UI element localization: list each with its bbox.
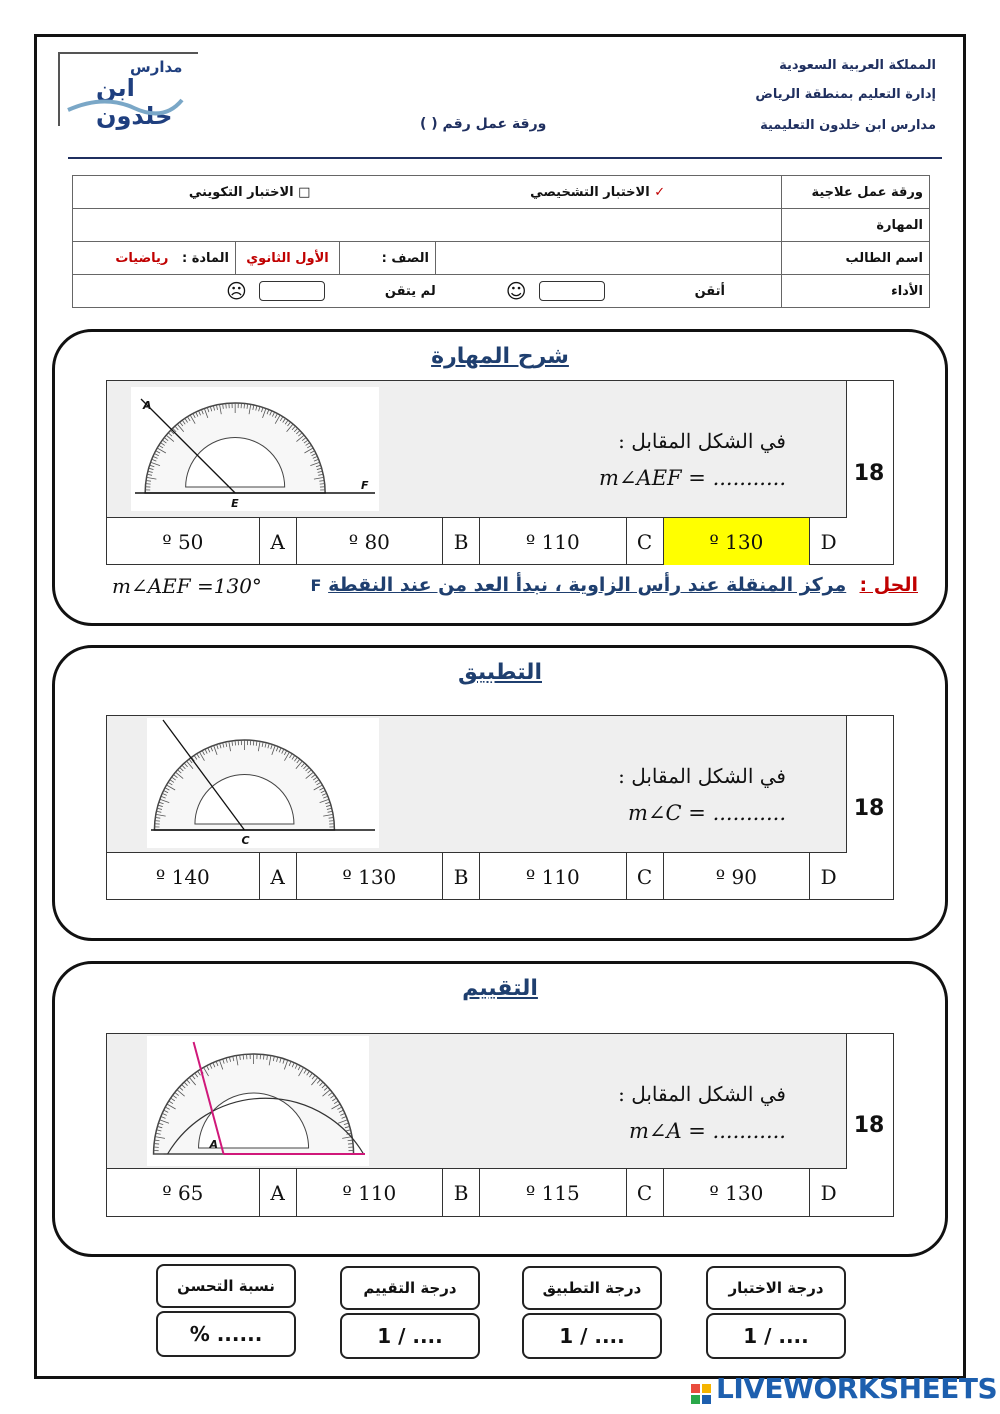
question-body [107, 716, 847, 852]
assessment-score-field[interactable]: 1 / .... [340, 1313, 480, 1359]
skill-label: المهارة [782, 209, 930, 242]
protractor-figure [131, 387, 379, 511]
question-prompt: في الشكل المقابل : [618, 764, 786, 788]
option-letter: C [627, 1169, 664, 1216]
school-logo [58, 52, 198, 130]
question-number: 18 [853, 460, 885, 486]
question-number: 18 [853, 795, 885, 821]
question-prompt: في الشكل المقابل : [618, 1082, 786, 1106]
option-value[interactable]: º 130 [664, 518, 811, 565]
test-score-field[interactable]: 1 / .... [706, 1313, 846, 1359]
diagnostic-label: الاختبار التشخيصي [530, 184, 650, 200]
logo-line2: ابن خلدون [96, 74, 173, 130]
improvement-label: نسبة التحسن [156, 1264, 296, 1308]
option-value[interactable]: º 80 [297, 518, 444, 565]
question-table [106, 715, 894, 900]
worksheet-type-label: ورقة عمل علاجية [782, 176, 930, 209]
option-value[interactable]: º 130 [664, 1169, 811, 1216]
option-letter: A [260, 853, 297, 900]
performance-row [73, 275, 782, 308]
improvement-field[interactable]: % ...... [156, 1311, 296, 1357]
option-letter: B [443, 1169, 480, 1216]
question-table [106, 380, 894, 565]
not-mastered-box[interactable] [259, 281, 325, 301]
question-table [106, 1033, 894, 1217]
question-expression: m∠AEF = ........... [599, 466, 786, 490]
section-title: التقييم [462, 976, 538, 1001]
option-value[interactable]: º 110 [480, 518, 627, 565]
mastered-label: أتقن [694, 283, 725, 299]
point-label: E [231, 497, 239, 510]
protractor-icon [154, 740, 334, 830]
grade-value: الأول الثانوي [236, 242, 340, 275]
option-letter: D [820, 864, 837, 889]
option-letter: A [260, 518, 297, 565]
formative-label: الاختبار التكويني [188, 184, 294, 200]
point-label: C [241, 834, 250, 847]
solution-text: مركز المنقلة عند رأس الزاوية ، نبدأ العد من عند النقطة [328, 574, 847, 596]
formative-option[interactable] [189, 185, 311, 200]
skill-field[interactable] [73, 209, 782, 242]
happy-face-icon: ☺ [505, 279, 527, 303]
point-label: A [209, 1138, 219, 1151]
watermark-text: LIVEWORKSHEETS [716, 1372, 998, 1405]
option-value[interactable]: º 65 [107, 1169, 260, 1216]
point-label: A [143, 399, 152, 412]
assessment-score-label: درجة التقييم [340, 1266, 480, 1310]
options-row [107, 1168, 847, 1216]
question-prompt: في الشكل المقابل : [618, 429, 786, 453]
student-name-field[interactable] [436, 242, 782, 275]
logo-line1: مدارس [130, 58, 183, 76]
solution-label: الحل : [859, 574, 918, 596]
option-letter: C [627, 853, 664, 900]
subject-cell [73, 242, 236, 275]
application-score-field[interactable]: 1 / .... [522, 1313, 662, 1359]
section-title: شرح المهارة [431, 344, 569, 369]
question-body [107, 381, 847, 517]
solution-answer: m∠AEF =130° [112, 574, 262, 598]
not-mastered-label: لم يتقن [384, 283, 436, 299]
subject-value: رياضيات [115, 250, 169, 266]
option-letter: D [820, 529, 837, 554]
test-type-row [73, 176, 782, 209]
diagnostic-option[interactable] [530, 185, 665, 200]
option-value[interactable]: º 90 [664, 853, 811, 900]
check-icon: ✓ [654, 184, 666, 200]
question-number: 18 [853, 1113, 885, 1138]
question-expression: m∠A = ........... [628, 1119, 786, 1143]
worksheet-number: ورقة عمل رقم ( ) [420, 116, 547, 132]
header-divider [68, 157, 942, 159]
protractor-figure [147, 1036, 369, 1166]
options-row [107, 852, 847, 900]
point-label: F [361, 479, 369, 492]
subject-label: المادة : [181, 250, 229, 266]
logo-swoosh-icon [64, 90, 184, 124]
liveworksheets-logo-icon [690, 1379, 712, 1401]
sad-face-icon: ☹ [226, 279, 247, 303]
info-table [72, 175, 930, 308]
question-expression: m∠C = ........... [628, 801, 786, 825]
option-letter: B [443, 853, 480, 900]
option-value[interactable]: º 50 [107, 518, 260, 565]
liveworksheets-watermark [690, 1372, 997, 1405]
option-value[interactable]: º 110 [297, 1169, 444, 1216]
grade-label: الصف : [340, 242, 436, 275]
option-value[interactable]: º 115 [480, 1169, 627, 1216]
option-letter: C [627, 518, 664, 565]
option-letter: D [820, 1180, 837, 1205]
option-value[interactable]: º 110 [480, 853, 627, 900]
mastered-box[interactable] [539, 281, 605, 301]
test-score-label: درجة الاختبار [706, 1266, 846, 1310]
section-title: التطبيق [457, 660, 542, 685]
option-letter: A [260, 1169, 297, 1216]
option-letter: B [443, 518, 480, 565]
schools-text: مدارس ابن خلدون التعليمية [760, 118, 936, 133]
solution-point: F [310, 576, 322, 595]
application-score-label: درجة التطبيق [522, 1266, 662, 1310]
checkbox-icon: □ [298, 184, 311, 200]
protractor-figure [147, 718, 379, 848]
student-name-label: اسم الطالب [782, 242, 930, 275]
kingdom-text: المملكة العربية السعودية [779, 58, 936, 73]
option-value[interactable]: º 130 [297, 853, 444, 900]
protractor-icon [145, 403, 325, 493]
question-body [107, 1034, 847, 1168]
education-admin-text: إدارة التعليم بمنطقة الرياض [755, 87, 936, 102]
options-row [107, 517, 847, 565]
performance-label: الأداء [782, 275, 930, 308]
option-value[interactable]: º 140 [107, 853, 260, 900]
protractor-icon [154, 1054, 364, 1154]
